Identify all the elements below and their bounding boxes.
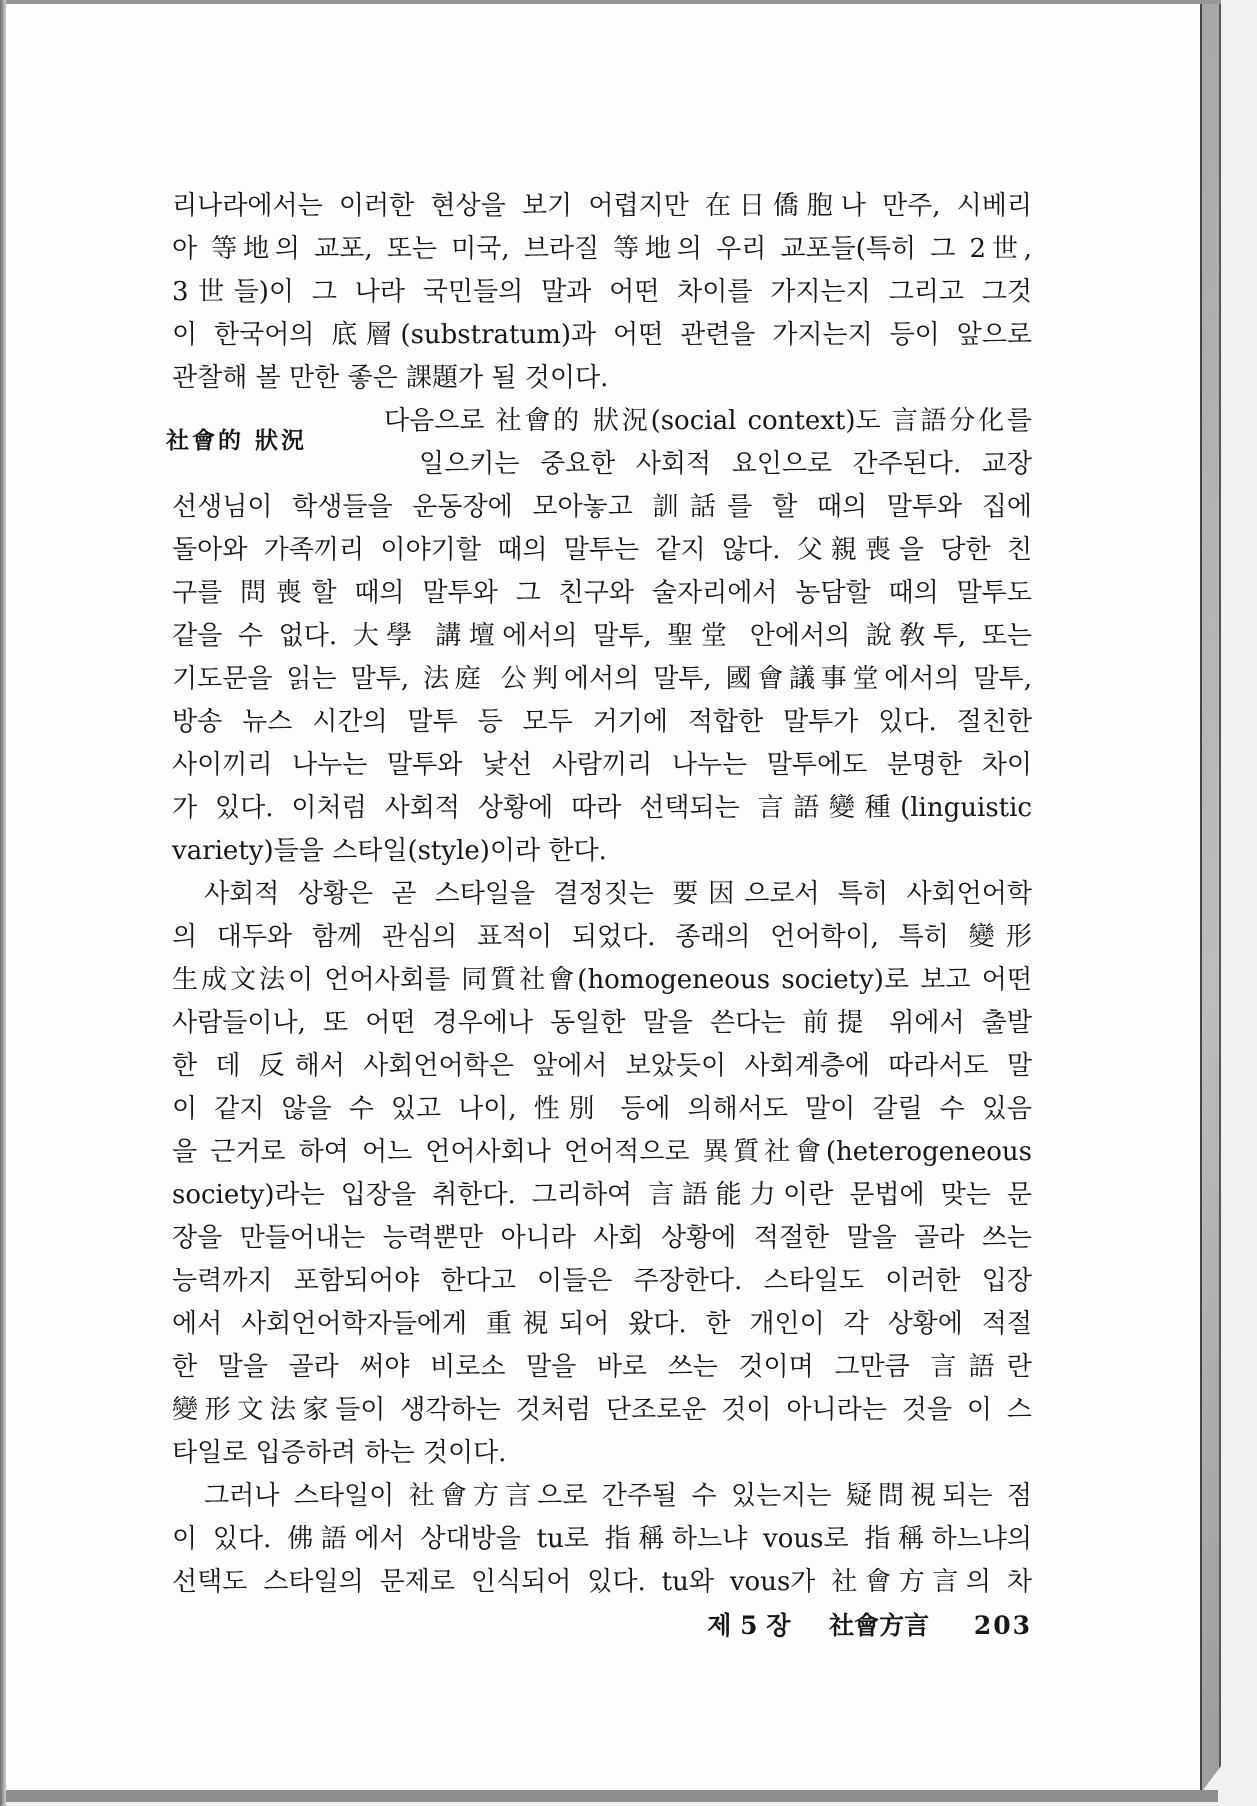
text-line: 아 等地의 교포, 또는 미국, 브라질 等地의 우리 교포들(특히 그 2世, [172, 234, 1032, 264]
text-line: 한 데 反해서 사회언어학은 앞에서 보았듯이 사회계층에 따라서도 말 [172, 1051, 1032, 1081]
text-line: 타일로 입증하려 하는 것이다. [172, 1438, 507, 1468]
text-line: 관찰해 볼 만한 좋은 課題가 될 것이다. [172, 363, 609, 393]
text-line: variety)들을 스타일(style)이라 한다. [172, 836, 607, 866]
text-line: society)라는 입장을 취한다. 그리하여 言語能力이란 문법에 맞는 문 [172, 1180, 1032, 1210]
text-line: 선생님이 학생들을 운동장에 모아놓고 訓話를 할 때의 말투와 집에 [172, 492, 1032, 522]
text-line: 이 같지 않을 수 있고 나이, 性別 등에 의해서도 말이 갈릴 수 있음 [172, 1094, 1032, 1124]
text-line: 이 한국어의 底層(substratum)과 어떤 관련을 가지는지 등이 앞으로 [172, 320, 1032, 350]
text-line: 3世들)이 그 나라 국민들의 말과 어떤 차이를 가지는지 그리고 그것 [172, 277, 1032, 307]
footer-chapter-title: 社會方言 [829, 1611, 930, 1640]
text-line: 사회적 상황은 곧 스타일을 결정짓는 要因으로서 특히 사회언어학 [204, 879, 1032, 909]
section-social-context [172, 400, 1032, 873]
text-line: 가 있다. 이처럼 사회적 상황에 따라 선택되는 言語變種(linguistic [172, 793, 1032, 823]
text-line: 다음으로 社會的 狀況(social context)도 言語分化를 [384, 406, 1032, 436]
footer-page-number: 203 [973, 1611, 1032, 1640]
paragraph-3 [172, 1475, 1032, 1604]
text-line: 이 있다. 佛語에서 상대방을 tu로 指稱하느냐 vous로 指稱하느냐의 [172, 1524, 1032, 1554]
footer-chapter-label: 제 5 장 [707, 1611, 791, 1640]
paragraph-2 [172, 873, 1032, 1475]
page-text-block [166, 185, 1032, 1647]
text-line: 의 대두와 함께 관심의 표적이 되었다. 종래의 언어학이, 특히 變形 [172, 922, 1032, 952]
section-body-lines [172, 486, 1032, 873]
page-footer [172, 1604, 1032, 1647]
text-line: 에서 사회언어학자들에게 重視되어 왔다. 한 개인이 각 상황에 적절 [172, 1309, 1032, 1339]
text-line: 같을 수 없다. 大學 講壇에서의 말투, 聖堂 안에서의 說敎투, 또는 [172, 621, 1032, 651]
scan-edge-top [0, 0, 1221, 4]
text-line: 사람들이나, 또 어떤 경우에나 동일한 말을 쓴다는 前提 위에서 출발 [172, 1008, 1032, 1038]
page-edge-right [1200, 0, 1221, 1794]
text-line: 리나라에서는 이러한 현상을 보기 어렵지만 在日僑胞나 만주, 시베리 [172, 191, 1032, 221]
text-line: 사이끼리 나누는 말투와 낯선 사람끼리 나누는 말투에도 분명한 차이 [172, 750, 1032, 780]
text-line: 을 근거로 하여 어느 언어사회나 언어적으로 異質社會(heterogeneous [172, 1137, 1032, 1167]
margin-note-social-situation: 社會的 狀況 [166, 427, 308, 454]
text-line: 능력까지 포함되어야 한다고 이들은 주장한다. 스타일도 이러한 입장 [172, 1266, 1032, 1296]
text-line: 구를 問喪할 때의 말투와 그 친구와 술자리에서 농담할 때의 말투도 [172, 578, 1032, 608]
text-line: 한 말을 골라 써야 비로소 말을 바로 쓰는 것이며 그만큼 言語란 [172, 1352, 1032, 1382]
paragraph-1 [172, 185, 1032, 400]
text-line: 돌아와 가족끼리 이야기할 때의 말투는 같지 않다. 父親喪을 당한 친 [172, 535, 1032, 565]
text-line: 生成文法이 언어사회를 同質社會(homogeneous society)로 보고 어떤 [172, 965, 1032, 995]
text-line: 變形文法家들이 생각하는 것처럼 단조로운 것이 아니라는 것을 이 스 [172, 1395, 1032, 1425]
book-page [6, 4, 1202, 1791]
text-line: 방송 뉴스 시간의 말투 등 모두 거기에 적합한 말투가 있다. 절친한 [172, 707, 1032, 737]
page-edge-bottom [0, 1790, 1218, 1802]
text-line: 그러나 스타일이 社會方言으로 간주될 수 있는지는 疑問視되는 점 [204, 1481, 1032, 1511]
text-line: 장을 만들어내는 능력뿐만 아니라 사회 상황에 적절한 말을 골라 쓰는 [172, 1223, 1032, 1253]
text-line: 기도문을 읽는 말투, 法庭 公判에서의 말투, 國會議事堂에서의 말투, [172, 664, 1032, 694]
scan-edge-left [0, 0, 6, 1806]
text-line: 일으키는 중요한 사회적 요인으로 간주된다. 교장 [419, 449, 1032, 479]
text-line: 선택도 스타일의 문제로 인식되어 있다. tu와 vous가 社會方言의 차 [172, 1567, 1032, 1597]
